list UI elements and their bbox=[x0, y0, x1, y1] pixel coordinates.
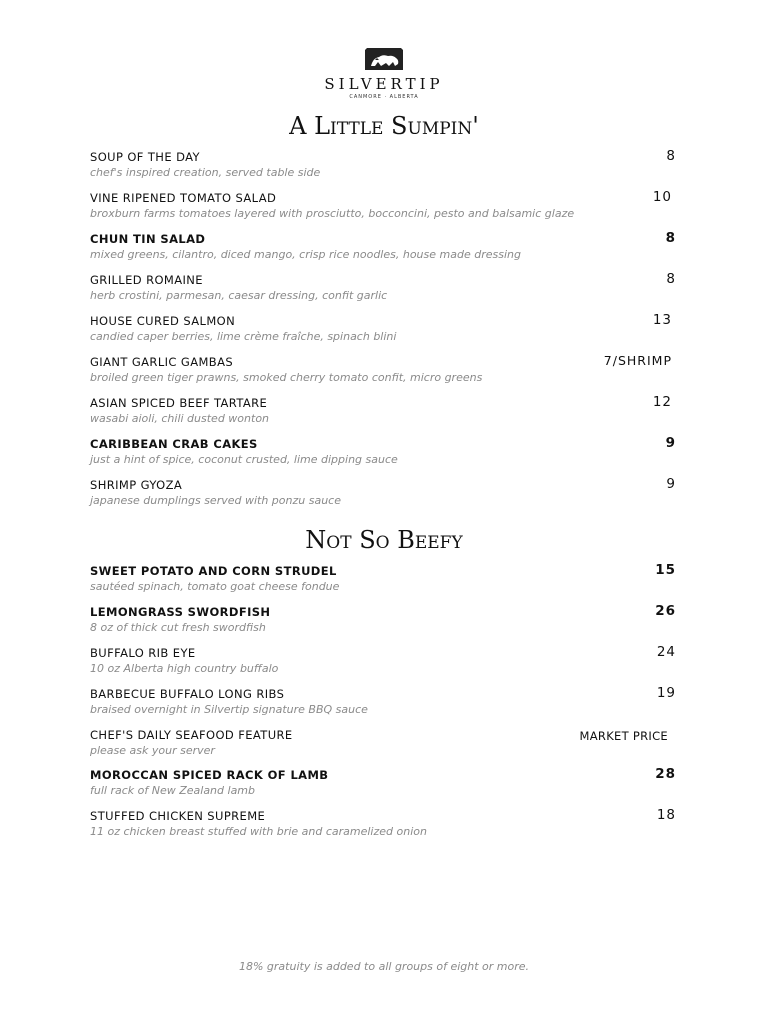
logo-location: CANMORE · ALBERTA bbox=[349, 94, 419, 100]
item-name: VINE RIPENED TOMATO SALAD bbox=[90, 191, 277, 205]
item-price: MARKET PRICE bbox=[579, 729, 668, 743]
item-name: SOUP OF THE DAY bbox=[90, 150, 200, 164]
item-description: 10 oz Alberta high country buffalo bbox=[90, 662, 279, 675]
item-price: 8 bbox=[665, 230, 676, 246]
menu-item bbox=[90, 396, 676, 430]
menu-item bbox=[90, 809, 676, 843]
item-description: please ask your server bbox=[90, 744, 215, 757]
bear-icon bbox=[361, 46, 407, 72]
item-name: SHRIMP GYOZA bbox=[90, 478, 183, 492]
item-description: broxburn farms tomatoes layered with prosciutto, bocconcini, pesto and balsamic glaze bbox=[90, 207, 575, 220]
menu-item bbox=[90, 191, 676, 225]
item-price: 7/SHRIMP bbox=[603, 353, 672, 368]
item-description: broiled green tiger prawns, smoked cherry tomato confit, micro greens bbox=[90, 371, 483, 384]
item-name: GRILLED ROMAINE bbox=[90, 273, 203, 287]
item-description: 11 oz chicken breast stuffed with brie and caramelized onion bbox=[90, 825, 427, 838]
item-price: 8 bbox=[666, 148, 676, 164]
item-name: HOUSE CURED SALMON bbox=[90, 314, 236, 328]
item-name: GIANT GARLIC GAMBAS bbox=[90, 355, 234, 369]
menu-item bbox=[90, 728, 676, 762]
item-price: 9 bbox=[666, 476, 676, 492]
menu-item bbox=[90, 646, 676, 680]
menu-item bbox=[90, 564, 676, 598]
menu-item bbox=[90, 687, 676, 721]
item-price: 10 bbox=[652, 189, 672, 205]
item-name: CARIBBEAN CRAB CAKES bbox=[90, 437, 258, 451]
item-name: LEMONGRASS SWORDFISH bbox=[90, 605, 271, 619]
item-price: 18 bbox=[656, 807, 676, 823]
menu-item bbox=[90, 768, 676, 802]
item-description: chef's inspired creation, served table side bbox=[90, 166, 321, 179]
item-description: mixed greens, cilantro, diced mango, crisp rice noodles, house made dressing bbox=[90, 248, 521, 261]
menu-item bbox=[90, 437, 676, 471]
item-description: braised overnight in Silvertip signature BBQ sauce bbox=[90, 703, 368, 716]
item-name: CHUN TIN SALAD bbox=[90, 232, 206, 246]
item-price: 19 bbox=[656, 685, 676, 701]
item-description: sautéed spinach, tomato goat cheese fondue bbox=[90, 580, 340, 593]
logo bbox=[0, 46, 768, 100]
menu-item bbox=[90, 605, 676, 639]
menu-item bbox=[90, 314, 676, 348]
item-name: CHEF'S DAILY SEAFOOD FEATURE bbox=[90, 728, 293, 742]
logo-name: SILVERTIP bbox=[324, 75, 444, 93]
item-price: 24 bbox=[656, 644, 676, 660]
item-description: 8 oz of thick cut fresh swordfish bbox=[90, 621, 266, 634]
item-description: herb crostini, parmesan, caesar dressing, confit garlic bbox=[90, 289, 388, 302]
item-price: 28 bbox=[655, 766, 676, 782]
item-description: japanese dumplings served with ponzu sauce bbox=[90, 494, 341, 507]
item-description: candied caper berries, lime crème fraîche, spinach blini bbox=[90, 330, 397, 343]
item-name: BUFFALO RIB EYE bbox=[90, 646, 196, 660]
menu-item bbox=[90, 355, 676, 389]
item-description: just a hint of spice, coconut crusted, lime dipping sauce bbox=[90, 453, 398, 466]
menu-item bbox=[90, 273, 676, 307]
item-name: MOROCCAN SPICED RACK OF LAMB bbox=[90, 768, 329, 782]
item-name: STUFFED CHICKEN SUPREME bbox=[90, 809, 266, 823]
menu-item bbox=[90, 232, 676, 266]
menu-item bbox=[90, 478, 676, 512]
item-description: wasabi aioli, chili dusted wonton bbox=[90, 412, 270, 425]
item-description: full rack of New Zealand lamb bbox=[90, 784, 256, 797]
item-price: 9 bbox=[665, 435, 676, 451]
gratuity-note: 18% gratuity is added to all groups of eight or more. bbox=[238, 960, 530, 973]
item-name: ASIAN SPICED BEEF TARTARE bbox=[90, 396, 268, 410]
menu-item bbox=[90, 150, 676, 184]
item-price: 8 bbox=[666, 271, 676, 287]
item-price: 15 bbox=[655, 562, 676, 578]
item-price: 26 bbox=[655, 603, 676, 619]
section-title-mains: Not So Beefy bbox=[305, 526, 463, 554]
item-name: SWEET POTATO AND CORN STRUDEL bbox=[90, 564, 337, 578]
item-price: 12 bbox=[652, 394, 672, 410]
section-title-starters: A Little Sumpin' bbox=[289, 112, 479, 140]
item-price: 13 bbox=[652, 312, 672, 328]
item-name: BARBECUE BUFFALO LONG RIBS bbox=[90, 687, 285, 701]
